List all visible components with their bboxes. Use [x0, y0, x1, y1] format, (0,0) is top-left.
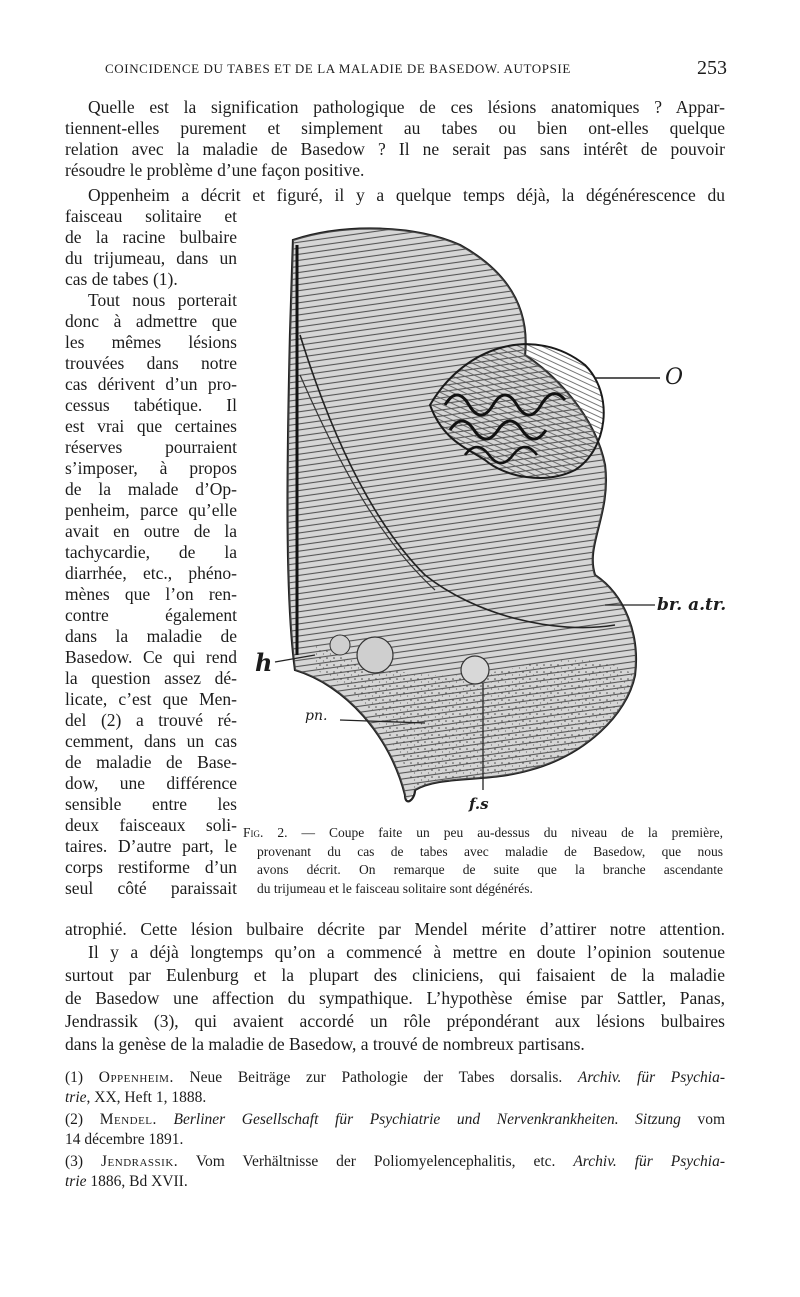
- body-line: Jendrassik (3), qui avaient accordé un rôle prépondérant aux lésions bulbaires: [65, 1011, 725, 1031]
- caption-line: Fig. 2. — Coupe faite un peu au-dessus du niveau de la première,: [243, 825, 723, 840]
- caption-line: avons décrit. On remarque de suite que la branche ascendante: [257, 862, 723, 877]
- narrow-line: avait en outre de la: [65, 521, 237, 541]
- footnote-3: [65, 1152, 725, 1192]
- narrow-line: est vrai que certaines: [65, 416, 237, 436]
- narrow-line: licate, c’est que Men-: [65, 689, 237, 709]
- figure-brainstem-section: [255, 215, 727, 820]
- footnote-line: trie 1886, Bd XVII.: [65, 1173, 188, 1190]
- footnote-line: trie, XX, Heft 1, 1888.: [65, 1089, 207, 1106]
- narrow-line: cessus tabétique. Il: [65, 395, 237, 415]
- running-title: COINCIDENCE DU TABES ET DE LA MALADIE DE BASEDOW. AUTOPSIE: [105, 61, 571, 76]
- narrow-line: du trijumeau, dans un: [65, 248, 237, 268]
- footnote-line: (1) Oppenheim. Neue Beiträge zur Pathologie der Tabes dorsalis. Archiv. für Psychia-: [65, 1069, 726, 1086]
- body-line: résoudre le problème d’une façon positive.: [65, 160, 365, 180]
- narrow-line: les mêmes lésions: [65, 332, 237, 352]
- narrow-line: faisceau solitaire et: [65, 206, 237, 226]
- narrow-line: deux faisceaux soli-: [65, 815, 237, 835]
- page-number: 253: [697, 57, 727, 79]
- footnote-1: [65, 1068, 725, 1108]
- body-line: Quelle est la signification pathologique de ces lésions anatomiques ? Appar-: [88, 97, 725, 117]
- footnote-2: [65, 1110, 725, 1150]
- narrow-line: diarrhée, etc., phéno-: [65, 563, 237, 583]
- narrow-line: trouvées dans notre: [65, 353, 237, 373]
- narrow-line: del (2) a trouvé ré-: [65, 710, 237, 730]
- label-fs: f.s: [469, 795, 489, 813]
- nucleus-circle: [461, 656, 489, 684]
- body-line: Oppenheim a décrit et figuré, il y a quelque temps déjà, la dégénérescence du: [88, 185, 725, 205]
- narrow-line: de la malade d’Op-: [65, 479, 237, 499]
- narrow-line: Tout nous porterait: [88, 290, 237, 310]
- footnote-author: Mendel.: [99, 1111, 157, 1128]
- body-line: relation avec la maladie de Basedow ? Il ne serait pas sans intérêt de pouvoir: [65, 139, 725, 159]
- body-line: de Basedow une affection du sympathique. L’hypothèse émise par Sattler, Panas,: [65, 988, 725, 1008]
- narrow-line: de maladie de Base-: [65, 752, 237, 772]
- narrow-line: cas dérivent d’un pro-: [65, 374, 237, 394]
- narrow-line: tachycardie, de la: [65, 542, 237, 562]
- narrow-line: cemment, dans un cas: [65, 731, 237, 751]
- body-line: tiennent-elles purement et simplement au tabes ou bien ont-elles quelque: [65, 118, 725, 138]
- label-h: h: [255, 648, 273, 677]
- narrow-line: cas de tabes (1).: [65, 269, 178, 289]
- brainstem-section-illustration: [255, 215, 720, 820]
- narrow-line: sensible entre les: [65, 794, 237, 814]
- caption-line: provenant du cas de tabes avec maladie de Basedow, que nous: [257, 843, 723, 859]
- narrow-line: seul côté paraissait: [65, 878, 237, 898]
- footnote-author: Jendrassik.: [101, 1153, 179, 1170]
- narrow-line: réserves pourraient: [65, 437, 237, 457]
- figure-number: Fig. 2.: [243, 825, 288, 840]
- body-line: surtout par Eulenburg et la plupart des cliniciens, qui faisaient de la maladie: [65, 965, 725, 985]
- narrow-line: contre également: [65, 605, 237, 625]
- nucleus-circle: [357, 637, 393, 673]
- body-line: Il y a déjà longtemps qu’on a commencé à mettre en doute l’opinion soutenue: [88, 942, 725, 962]
- figure-caption: [243, 824, 723, 898]
- narrow-line: la question assez dé-: [65, 668, 237, 688]
- footnote-line: (2) Mendel. Berliner Gesellschaft für Psychiatrie und Nervenkrankheiten. Sitzung vom: [65, 1111, 726, 1128]
- narrow-line: dans la maladie de: [65, 626, 237, 646]
- narrow-line: penheim, parce qu’elle: [65, 500, 237, 520]
- label-o: O: [665, 365, 684, 390]
- narrow-line: de la racine bulbaire: [65, 227, 237, 247]
- footnote-line: 14 décembre 1891.: [65, 1131, 184, 1148]
- narrow-line: Basedow. Ce qui rend: [65, 647, 237, 667]
- label-pn: pn.: [305, 708, 328, 724]
- caption-line: du trijumeau et le faisceau solitaire sont dégénérés.: [257, 880, 533, 896]
- footnote-author: Oppenheim.: [98, 1069, 174, 1086]
- footnote-line: (3) Jendrassik. Vom Verhältnisse der Poliomyelencephalitis, etc. Archiv. für Psychia-: [65, 1153, 725, 1170]
- narrow-line: donc à admettre que: [65, 311, 237, 331]
- narrow-line: corps restiforme d’un: [65, 857, 237, 877]
- running-head: [105, 57, 727, 83]
- body-line: atrophié. Cette lésion bulbaire décrite par Mendel mérite d’attirer notre attention.: [65, 919, 725, 939]
- narrow-line: taires. D’autre part, le: [65, 836, 237, 856]
- label-br-a-tr: br. a.tr.: [657, 595, 727, 615]
- narrow-line: mènes que l’on ren-: [65, 584, 237, 604]
- body-line: dans la genèse de la maladie de Basedow, a trouvé de nombreux partisans.: [65, 1034, 585, 1054]
- narrow-line: s’imposer, à propos: [65, 458, 237, 478]
- narrow-line: dow, une différence: [65, 773, 237, 793]
